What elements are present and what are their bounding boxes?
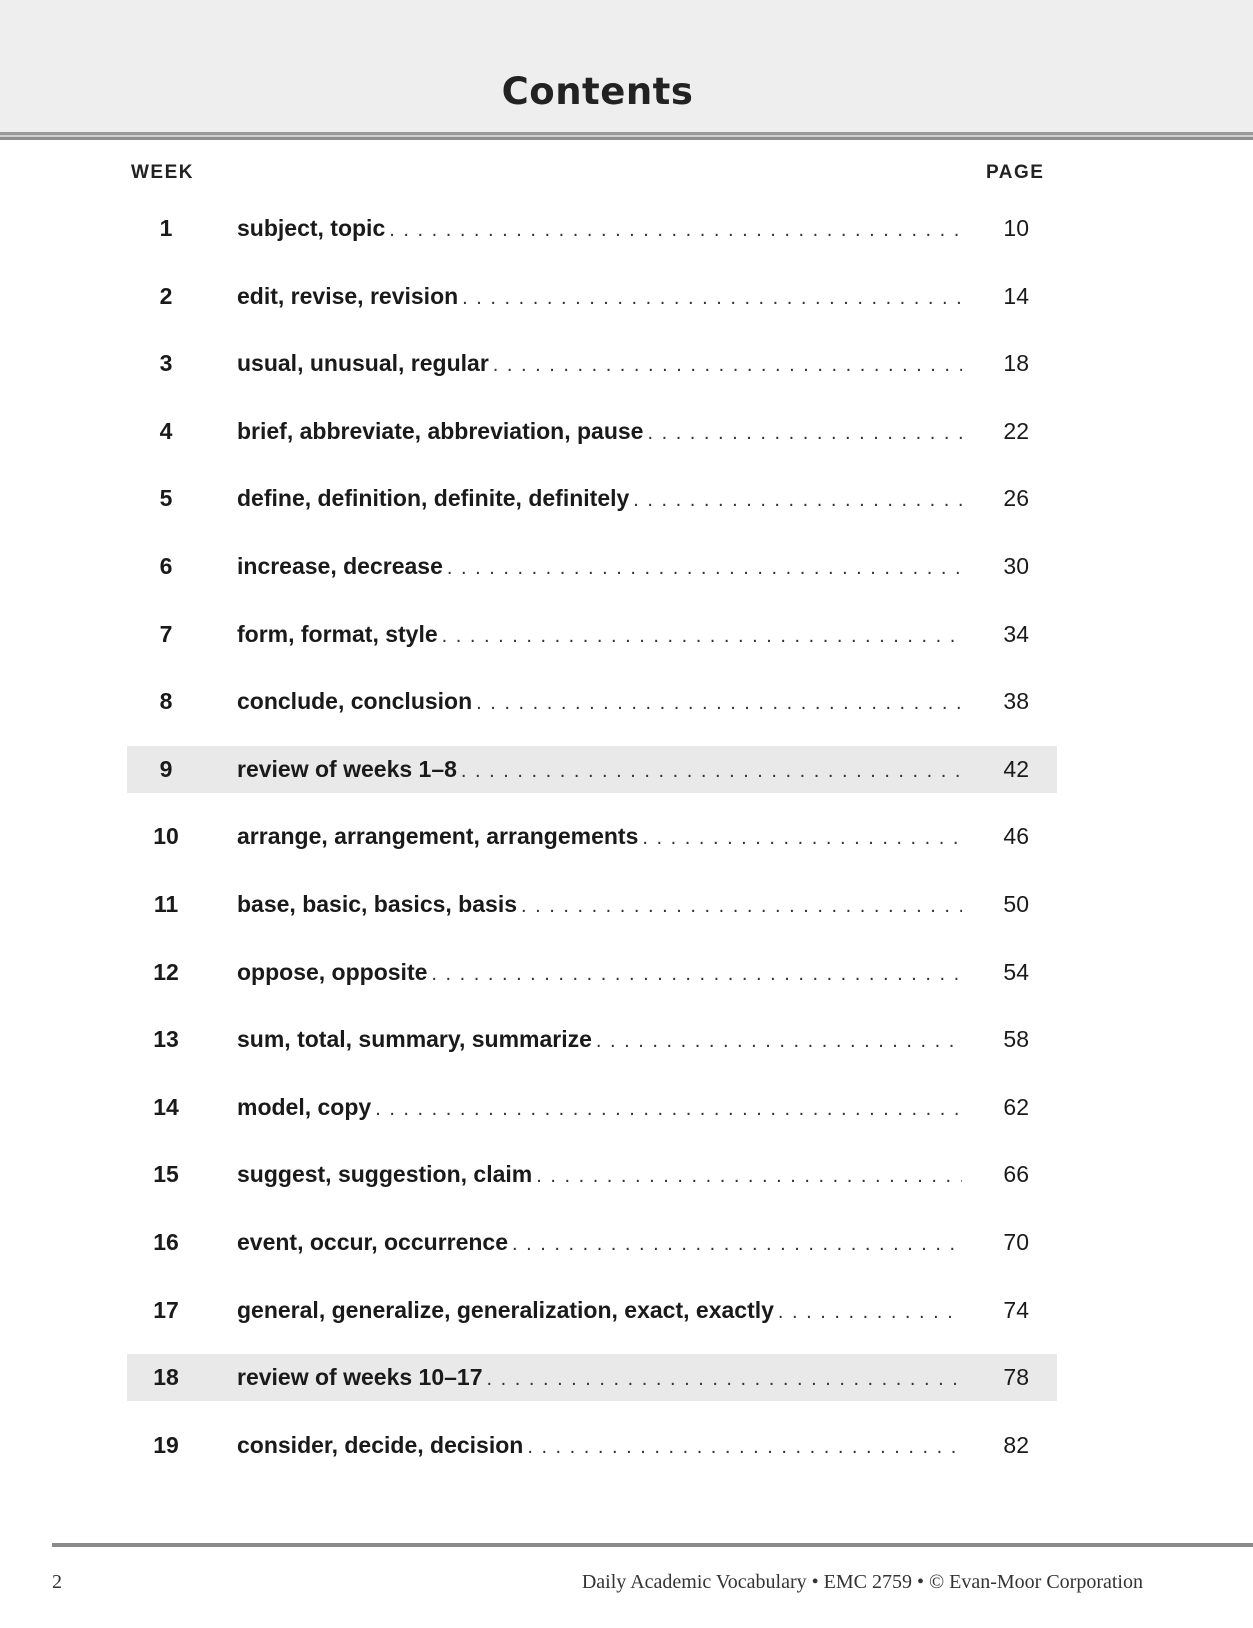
week-number: 18 <box>153 1364 179 1391</box>
page-number: 22 <box>1003 417 1029 444</box>
page-number: 30 <box>1003 552 1029 579</box>
week-number: 4 <box>159 417 173 444</box>
week-number: 8 <box>159 688 173 715</box>
page-number: 10 <box>1003 215 1029 241</box>
week-number: 12 <box>153 958 179 985</box>
footer-rule <box>52 1543 1253 1547</box>
entry-line <box>237 1364 962 1391</box>
entry-line <box>237 756 962 783</box>
week-number: 6 <box>159 552 173 579</box>
week-number: 16 <box>153 1228 179 1255</box>
entry-line <box>237 959 962 986</box>
vocabulary-words: oppose, opposite <box>237 958 428 985</box>
week-number: 17 <box>153 1296 179 1323</box>
review-row <box>127 746 1057 793</box>
dot-leader <box>633 489 962 512</box>
header-rule <box>0 132 1253 140</box>
footer-credit: Daily Academic Vocabulary • EMC 2759 • © Evan-Moor Corporation <box>581 1571 1143 1593</box>
contents-row <box>127 475 1057 522</box>
entry-line <box>237 283 962 310</box>
entry-line <box>237 1094 962 1121</box>
entry-line <box>237 688 962 715</box>
page-number: 74 <box>1003 1296 1029 1323</box>
contents-row <box>127 408 1057 455</box>
dot-leader <box>527 1436 962 1459</box>
week-number: 14 <box>153 1093 179 1120</box>
week-number: 15 <box>153 1161 179 1188</box>
vocabulary-words: edit, revise, revision <box>237 282 459 309</box>
entry-line <box>237 215 962 242</box>
page-number: 66 <box>1003 1161 1029 1188</box>
contents-row <box>127 340 1057 387</box>
vocabulary-words: define, definition, definite, definitely <box>237 485 630 512</box>
contents-row <box>127 1016 1057 1063</box>
dot-leader <box>442 625 962 648</box>
page-number: 54 <box>1003 958 1029 985</box>
entry-line <box>237 1026 962 1053</box>
vocabulary-words: consider, decide, decision <box>237 1431 524 1458</box>
entry-line <box>237 350 962 377</box>
entry-line <box>237 485 962 512</box>
entry-line <box>237 418 962 445</box>
vocabulary-words: model, copy <box>237 1093 372 1120</box>
dot-leader <box>642 827 962 850</box>
contents-row <box>127 1422 1057 1469</box>
dot-leader <box>487 1368 963 1391</box>
page-number: 46 <box>1003 823 1029 850</box>
entry-line <box>237 1297 962 1324</box>
vocabulary-words: usual, unusual, regular <box>237 350 489 377</box>
vocabulary-words: arrange, arrangement, arrangements <box>237 823 639 850</box>
page-number: 34 <box>1003 620 1029 647</box>
dot-leader <box>596 1030 962 1053</box>
contents-list <box>127 205 1057 1489</box>
week-number: 3 <box>159 350 173 377</box>
week-number: 9 <box>159 755 173 782</box>
page-number: 18 <box>1003 350 1029 377</box>
contents-row <box>127 1287 1057 1334</box>
page-number: 58 <box>1003 1026 1029 1053</box>
week-column-header: WEEK <box>131 162 194 183</box>
dot-leader <box>778 1301 962 1324</box>
contents-row <box>127 678 1057 725</box>
entry-line <box>237 1161 962 1188</box>
contents-row <box>127 611 1057 658</box>
footer-page-number: 2 <box>52 1571 62 1593</box>
dot-leader <box>512 1233 962 1256</box>
week-number: 7 <box>159 620 173 647</box>
week-number: 10 <box>153 823 179 850</box>
page-number: 62 <box>1003 1093 1029 1120</box>
page-number: 50 <box>1003 890 1029 917</box>
dot-leader <box>493 354 962 377</box>
vocabulary-words: sum, total, summary, summarize <box>237 1026 592 1053</box>
contents-row <box>127 949 1057 996</box>
page-number: 38 <box>1003 688 1029 715</box>
vocabulary-words: suggest, suggestion, claim <box>237 1161 533 1188</box>
review-row <box>127 1354 1057 1401</box>
dot-leader <box>647 422 962 445</box>
page-number: 14 <box>1003 282 1029 309</box>
contents-row <box>127 813 1057 860</box>
week-number: 5 <box>159 485 173 512</box>
page-number: 26 <box>1003 485 1029 512</box>
dot-leader <box>536 1165 962 1188</box>
vocabulary-words: increase, decrease <box>237 552 443 579</box>
vocabulary-words: form, format, style <box>237 620 438 647</box>
contents-row <box>127 881 1057 928</box>
week-number: 1 <box>159 215 173 241</box>
dot-leader <box>461 760 962 783</box>
vocabulary-words: event, occur, occurrence <box>237 1228 509 1255</box>
contents-row <box>127 543 1057 590</box>
contents-row <box>127 1151 1057 1198</box>
entry-line <box>237 1432 962 1459</box>
dot-leader <box>389 219 962 242</box>
entry-line <box>237 823 962 850</box>
entry-line <box>237 891 962 918</box>
week-number: 2 <box>159 282 173 309</box>
contents-row <box>127 273 1057 320</box>
vocabulary-words: review of weeks 1–8 <box>237 755 457 782</box>
page-number: 78 <box>1003 1364 1029 1391</box>
dot-leader <box>447 557 962 580</box>
page-number: 82 <box>1003 1431 1029 1458</box>
vocabulary-words: general, generalize, generalization, exact, exactly <box>237 1296 774 1323</box>
entry-line <box>237 621 962 648</box>
page-title: Contents <box>501 70 694 113</box>
page-column-header: PAGE <box>986 162 1045 183</box>
dot-leader <box>375 1098 962 1121</box>
dot-leader <box>476 692 962 715</box>
contents-row <box>127 1084 1057 1131</box>
vocabulary-words: subject, topic <box>237 215 386 241</box>
vocabulary-words: base, basic, basics, basis <box>237 890 517 917</box>
vocabulary-words: brief, abbreviate, abbreviation, pause <box>237 417 644 444</box>
contents-row <box>127 1219 1057 1266</box>
week-number: 19 <box>153 1431 179 1458</box>
page-number: 70 <box>1003 1228 1029 1255</box>
vocabulary-words: review of weeks 10–17 <box>237 1364 483 1391</box>
dot-leader <box>431 963 962 986</box>
vocabulary-words: conclude, conclusion <box>237 688 473 715</box>
dot-leader <box>521 895 962 918</box>
entry-line <box>237 1229 962 1256</box>
dot-leader <box>462 287 962 310</box>
contents-row <box>127 205 1057 252</box>
week-number: 13 <box>153 1026 179 1053</box>
entry-line <box>237 553 962 580</box>
page-number: 42 <box>1003 755 1029 782</box>
week-number: 11 <box>153 890 179 917</box>
